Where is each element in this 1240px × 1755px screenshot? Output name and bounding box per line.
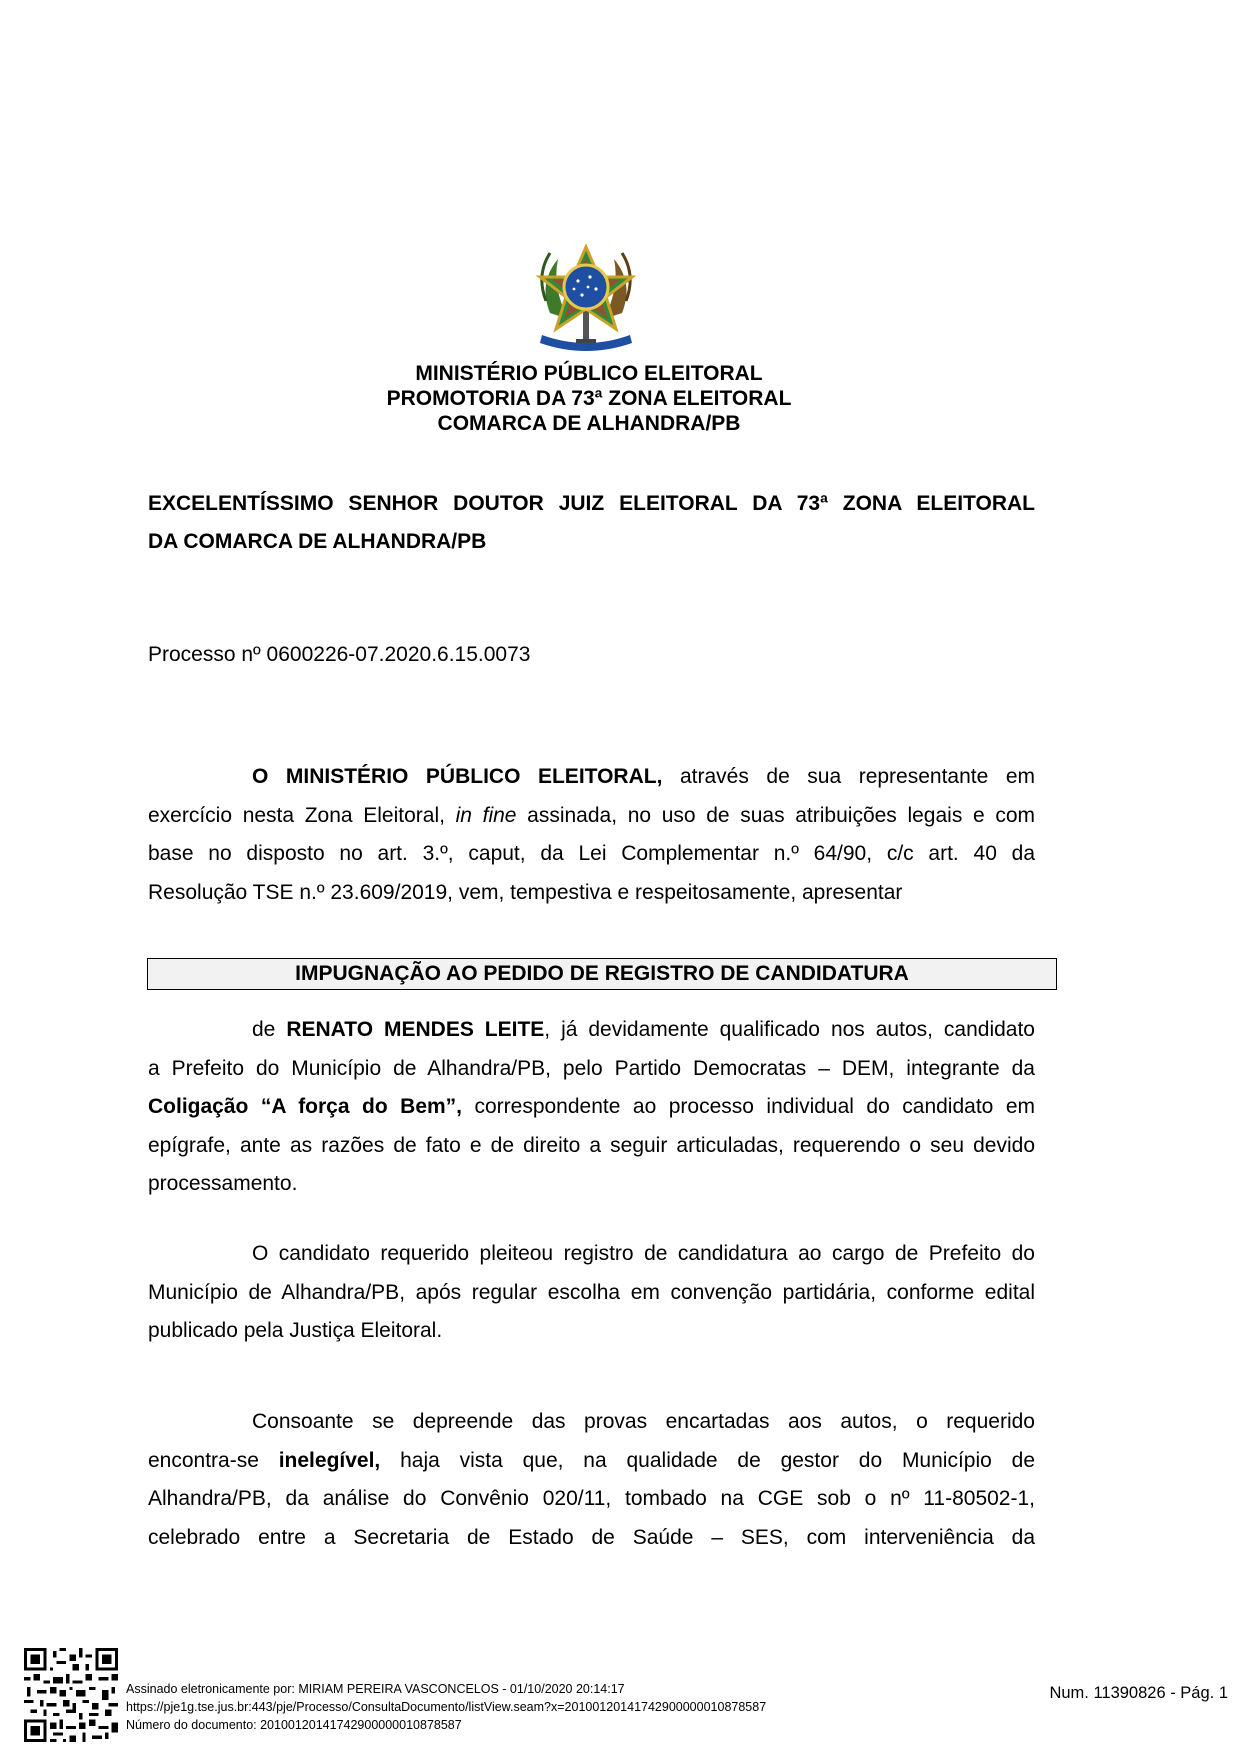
para1-line-1-b: , já devidamente qualificado nos autos, candidato	[544, 1018, 1035, 1041]
para3-line-2	[148, 1442, 1035, 1481]
addressee-line-1: EXCELENTÍSSIMO SENHOR DOUTOR JUIZ ELEITORAL DA 73ª ZONA ELEITORAL	[148, 492, 1035, 515]
header-line-1: MINISTÉRIO PÚBLICO ELEITORAL	[415, 362, 763, 385]
intro-line-2-a: exercício nesta Zona Eleitoral,	[148, 803, 456, 827]
header-line-2: PROMOTORIA DA 73ª ZONA ELEITORAL	[386, 387, 792, 410]
page-number: Num. 11390826 - Pág. 1	[1049, 1684, 1228, 1702]
process-number: Processo nº 0600226-07.2020.6.15.0073	[148, 643, 531, 666]
para3-line-1: Consoante se depreende das provas encartadas aos autos, o requerido	[252, 1410, 1035, 1433]
para1-line-5: processamento.	[148, 1172, 298, 1195]
addressee	[148, 485, 1035, 561]
coalition-name: Coligação “A força do Bem”,	[148, 1095, 462, 1118]
paragraph-ineligibility	[148, 1403, 1035, 1557]
intro-bold-lead: O MINISTÉRIO PÚBLICO ELEITORAL,	[252, 765, 663, 788]
para1-line-3	[148, 1088, 1035, 1127]
intro-paragraph	[148, 758, 1035, 912]
para3-line-2-a: encontra-se	[148, 1448, 279, 1472]
para1-line-1-a: de	[252, 1018, 287, 1041]
para2-line-3: publicado pela Justiça Eleitoral.	[148, 1319, 443, 1342]
paragraph-registration	[148, 1235, 1035, 1351]
intro-line-4: Resolução TSE n.º 23.609/2019, vem, tempestiva e respeitosamente, apresentar	[148, 880, 903, 904]
para3-line-4: celebrado entre a Secretaria de Estado de Saúde – SES, com interveniência da	[148, 1525, 1035, 1549]
addressee-line-2: DA COMARCA DE ALHANDRA/PB	[148, 530, 487, 553]
intro-line-1-rest: através de sua representante em	[662, 765, 1036, 788]
intro-line-2	[148, 797, 1035, 836]
impugnation-title-box: IMPUGNAÇÃO AO PEDIDO DE REGISTRO DE CANDIDATURA	[147, 958, 1057, 990]
header-line-3: COMARCA DE ALHANDRA/PB	[437, 412, 741, 435]
document-number: Número do documento: 20100120141742900000010878587	[126, 1718, 462, 1732]
intro-italic: in fine	[455, 803, 517, 827]
para2-line-2: Município de Alhandra/PB, após regular escolha em convenção partidária, conforme edital	[148, 1280, 1035, 1304]
para2-line-1: O candidato requerido pleiteou registro de candidatura ao cargo de Prefeito do	[252, 1242, 1035, 1265]
para1-line-2: a Prefeito do Município de Alhandra/PB, pelo Partido Democratas – DEM, integrante da	[148, 1056, 1035, 1080]
document-header	[0, 361, 1178, 436]
para3-line-3: Alhandra/PB, da análise do Convênio 020/11, tombado na CGE sob o nº 11-80502-1,	[148, 1487, 1035, 1510]
intro-line-1	[148, 758, 1035, 797]
para3-line-2-b: haja vista que, na qualidade de gestor do Município de	[380, 1448, 1035, 1472]
signature-footer	[126, 1680, 766, 1734]
para1-line-4: epígrafe, ante as razões de fato e de direito a seguir articuladas, requerendo o seu devido	[148, 1133, 1035, 1157]
ineligible-word: inelegível,	[278, 1448, 381, 1472]
signed-by: Assinado eletronicamente por: MIRIAM PEREIRA VASCONCELOS - 01/10/2020 20:14:17	[126, 1682, 625, 1696]
intro-line-3: base no disposto no art. 3.º, caput, da Lei Complementar n.º 64/90, c/c art. 40 da	[148, 842, 1035, 865]
intro-line-2-b: assinada, no uso de suas atribuições legais e com	[516, 803, 1036, 827]
document-url: https://pje1g.tse.jus.br:443/pje/Processo/ConsultaDocumento/listView.seam?x=20100120141742900000010878587	[126, 1700, 767, 1714]
candidate-name: RENATO MENDES LEITE	[286, 1018, 545, 1041]
paragraph-candidate	[148, 1011, 1035, 1204]
para1-line-1	[148, 1011, 1035, 1050]
para1-line-3-rest: correspondente ao processo individual do candidato em	[462, 1095, 1035, 1118]
coat-of-arms-icon	[528, 243, 644, 357]
qr-code-icon	[24, 1648, 118, 1742]
